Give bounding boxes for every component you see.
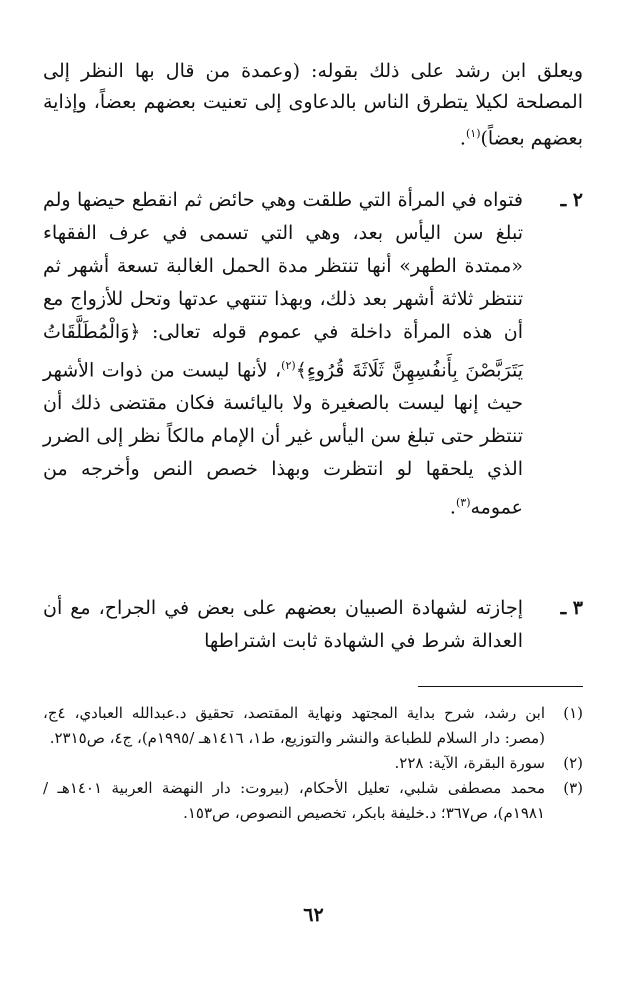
page-number: ٦٢ [303,904,324,926]
item-text [43,184,523,525]
intro-paragraph [43,56,583,154]
item-2-part2: ، لأنها ليست من ذوات الأشهر حيث إنها ليست بالصغيرة ولا باليائسة فكان مقتضى ذلك أن تنتظر حتى تبلغ سن اليأس غير أن الإمام مالكاً نظر إلى الضرر الذي يلحقها لو انتظرت وبهذا خصص النص وأخرجه من عمومه [43,359,523,519]
footnote-number: (٢) [563,754,583,772]
list-item-3 [43,592,583,658]
footnote-ref-3[interactable]: (٣) [455,496,471,510]
intro-text: ويعلق ابن رشد على ذلك بقوله: (وعمدة من قال بها النظر إلى المصلحة لكيلا يتطرق الناس بالدعاوى إلى تعنيت بعضهم بعضاً، وإذاية بعضهم بعضاً) [43,60,583,150]
footnote-text: سورة البقرة، الآية: ٢٢٨. [394,754,545,772]
item-number: ٢ ـ [560,189,583,211]
item-2-end: . [449,496,456,519]
item-2-part1: فتواه في المرأة التي طلقت وهي حائض ثم انقطع حيضها ولم تبلغ سن اليأس بعد، وهي التي تسمى في عرف الفقهاء «ممتدة الطهر» أنها تنتظر مدة الحمل الغالبة تسعة أشهر ثم تنتظر ثلاثة أشهر بعد ذلك، وبهذا تنتهي عدتها وتحل للأزواج مع أن هذه المرأة داخلة في عموم قوله تعالى: ﴿وَالْمُطَلَّقَاتُ يَتَرَبَّصْنَ بِأَنفُسِهِنَّ ثَلَاثَةَ قُرُوءٍ﴾ [43,189,523,382]
intro-end: . [459,127,466,150]
footnote-text: ابن رشد، شرح بداية المجتهد ونهاية المقتصد، تحقيق د.عبدالله العبادي، ٤ج، (مصر: دار السلام للطباعة والنشر والتوزيع، ط١، ١٤١٦هـ /١٩٩٥م)، ج٤، ص٢٣١٥. [43,704,545,747]
footnote-1 [43,701,583,751]
footnotes [43,701,583,826]
list-item-2 [43,184,583,525]
footnote-divider [418,686,583,687]
footnote-text: محمد مصطفى شلبي، تعليل الأحكام، (بيروت: دار النهضة العربية ١٤٠١هـ /١٩٨١م)، ص٣٦٧؛ د.خليفة بابكر، تخصيص النصوص، ص١٥٣. [43,779,545,822]
item-number: ٣ ـ [560,597,583,619]
footnote-number: (٣) [563,779,583,797]
footnote-2 [43,751,583,776]
footnote-number: (١) [563,704,583,722]
footnote-ref-1[interactable]: (١) [465,127,481,140]
item-text: إجازته لشهادة الصبيان بعضهم على بعض في الجراح، مع أن العدالة شرط في الشهادة ثابت اشتراطها [43,597,523,652]
footnote-ref-2[interactable]: (٢) [281,359,296,372]
footnote-3 [43,776,583,826]
